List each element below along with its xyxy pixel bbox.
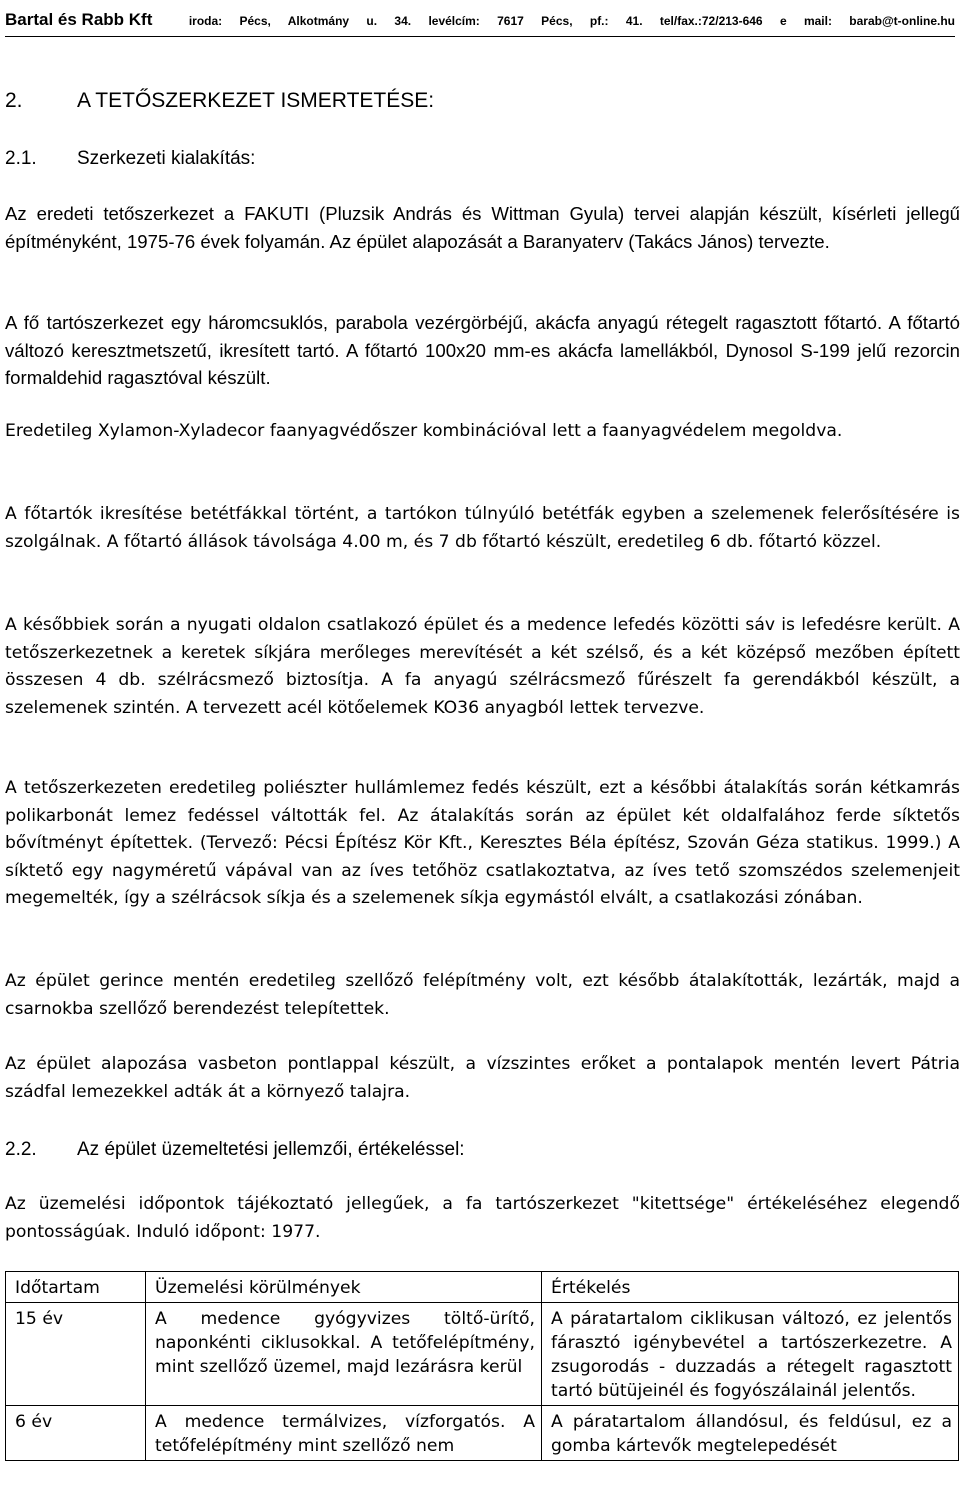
evaluation-cell: A páratartalom ciklikusan változó, ez jelentős fárasztó igénybevétel a tartószerkezetre. A zsugorodás - duzzadás a rétegelt ragasztott tartó bütüjeinél és fogyószálainál jelentős.: [542, 1303, 959, 1406]
contact-info: [189, 12, 955, 30]
duration-cell: 6 év: [6, 1406, 146, 1461]
telfax: tel/fax.:72/213-646: [659, 14, 763, 28]
subsection-title: Az épület üzemeltetési jellemzői, értékeléssel:: [77, 1139, 465, 1160]
subsection-number: 2.2.: [5, 1139, 37, 1160]
subsection-number: 2.1.: [5, 148, 37, 169]
office-address: iroda: Pécs, Alkotmány u. 34.: [188, 14, 412, 28]
subsection-heading-2-2: [5, 1136, 465, 1164]
paragraph: Eredetileg Xylamon-Xyladecor faanyagvédőszer kombinációval lett a faanyagvédelem megoldva.: [5, 421, 843, 441]
paragraph: A fő tartószerkezet egy háromcsuklós, parabola vezérgörbéjű, akácfa anyagú rétegelt ragasztott főtartó. A főtartó változó keresztmetszetű, ikresített tartó. A főtartó 100x20 mm-es akácfa lamellákból, Dynosol S-199 jelű rezorcin formaldehid ragasztóval készült.: [5, 312, 960, 388]
section-number: 2.: [5, 89, 23, 112]
table-header-row: [6, 1272, 959, 1303]
paragraph: Az eredeti tetőszerkezet a FAKUTI (Pluzsik András és Wittman Gyula) tervei alapján készült, kísérleti jellegű építményként, 1975-76 évek folyamán. Az épület alapozását a Baranyaterv (Takács János) tervezte.: [5, 203, 960, 252]
evaluation-cell: A páratartalom állandósul, és feldúsul, ez a gomba kártevők megtelepedését: [542, 1406, 959, 1461]
column-header: Értékelés: [542, 1272, 959, 1303]
subsection-heading-2-1: [5, 145, 255, 173]
paragraph: A későbbiek során a nyugati oldalon csatlakozó épület és a medence lefedés közötti sáv is lefedésre került. A tetőszerkezetnek a keretek síkjára merőleges merevítését a két szélső, és a két középső mezőben épített összesen 4 db. szélrácsmező biztosítja. A fa anyagú szélrácsmező fűrészelt fa gerendákból készült, a szelemenek szintén. A tervezett acél kötőelemek KO36 anyagból lettek tervezve.: [5, 615, 960, 718]
conditions-cell: A medence gyógyvizes töltő-ürítő, naponkénti ciklusokkal. A tetőfelépítmény, mint szellőző üzemel, majd lezárásra kerül: [146, 1303, 542, 1406]
paragraph: Az épület alapozása vasbeton pontlappal készült, a vízszintes erőket a pontalapok mentén levert Pátria szádfal lemezekkel adták át a környező talajra.: [5, 1054, 960, 1102]
table-row: [6, 1406, 959, 1461]
paragraph: Az épület gerince mentén eredetileg szellőző felépítmény volt, ezt később átalakították, lezárták, majd a csarnokba szellőző berendezést telepítettek.: [5, 971, 960, 1019]
paragraph: A főtartók ikresítése betétfákkal történt, a tartókon túlnyúló betétfák egyben a szelemenek felerősítésére is szolgálnak. A főtartó állások távolsága 4.00 m, és 7 db főtartó készült, eredetileg 6 db. főtartó közzel.: [5, 504, 960, 552]
operations-table: [5, 1271, 959, 1461]
column-header: Üzemelési körülmények: [146, 1272, 542, 1303]
section-title: A TETŐSZERKEZET ISMERTETÉSE:: [77, 89, 435, 112]
conditions-cell: A medence termálvizes, vízforgatós. A tetőfelépítmény mint szellőző nem: [146, 1406, 542, 1461]
company-name: Bartal és Rabb Kft: [5, 10, 153, 29]
column-header: Időtartam: [6, 1272, 146, 1303]
email-address: e mail: barab@t-online.hu: [779, 14, 955, 28]
page-header: [5, 10, 955, 37]
mail-address: levélcím: 7617 Pécs, pf.: 41.: [428, 14, 643, 28]
section-heading: [5, 86, 434, 116]
paragraph: A tetőszerkezeten eredetileg poliészter hullámlemez fedés készült, ezt a későbbi átalakítás során kétkamrás polikarbonát lemez fedéssel váltották fel. Az átalakítás során az épület két oldalfalához ferde síktetős bővítményt építettek. (Tervező: Pécsi Építész Kör Kft., Keresztes Béla építész, Szován Géza statikus. 1999.) A síktető egy nagyméretű vápával van az íves tetőhöz csatlakoztatva, az íves tető szomszédos szelemenjeit megemelték, így a szélrácsok síkja és a szelemenek síkja egymástól elvált, a csatlakozási zónában.: [5, 778, 960, 908]
duration-cell: 15 év: [6, 1303, 146, 1406]
subsection-title: Szerkezeti kialakítás:: [77, 148, 256, 169]
table-row: [6, 1303, 959, 1406]
paragraph: Az üzemelési időpontok tájékoztató jellegűek, a fa tartószerkezet "kitettsége" értékeléséhez elegendő pontosságúak. Induló időpont: 1977.: [5, 1194, 960, 1242]
